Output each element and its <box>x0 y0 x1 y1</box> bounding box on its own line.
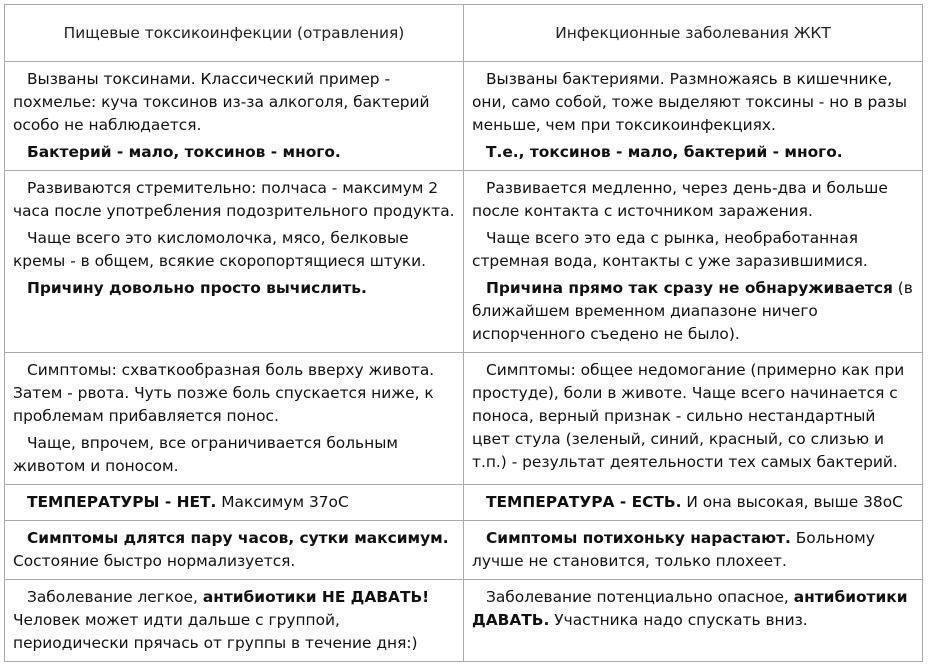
paragraph: Симптомы потихоньку нарастают. Больному лучше не становится, только плохеет. <box>472 529 875 570</box>
paragraph: Вызваны токсинами. Классический пример - похмелье: куча токсинов из-за алкоголя, бактерий особо не наблюдается. <box>13 70 430 134</box>
cell-left <box>5 353 464 485</box>
cell-right <box>464 485 923 521</box>
cell-left <box>5 485 464 521</box>
paragraph: Заболевание потенциально опасное, антибиотики ДАВАТЬ. Участника надо спускать вниз. <box>472 588 908 629</box>
cell-left <box>5 171 464 353</box>
paragraph: Симптомы: общее недомогание (примерно как при простуде), боли в животе. Чаще всего начинается с поноса, верный признак - сильно нестандартный цвет стула (зеленый, синий, красный, со слизью и т.п.) - результат деятельности тех самых бактерий. <box>472 361 905 471</box>
paragraph: Бактерий - мало, токсинов - много. <box>27 143 341 161</box>
header-row <box>5 5 923 62</box>
paragraph: ТЕМПЕРАТУРЫ - НЕТ. Максимум 37оС <box>27 493 349 511</box>
cell-right <box>464 62 923 171</box>
paragraph: Причину довольно просто вычислить. <box>27 279 367 297</box>
cell-left <box>5 62 464 171</box>
cell-right <box>464 353 923 485</box>
paragraph: Т.е., токсинов - мало, бактерий - много. <box>486 143 843 161</box>
paragraph: Чаще всего это еда с рынка, необработанная стремная вода, контакты с уже заразившимися. <box>472 229 868 270</box>
header-left: Пищевые токсикоинфекции (отравления) <box>5 5 464 62</box>
paragraph: Симптомы: схваткообразная боль вверху живота. Затем - рвота. Чуть позже боль спускается ниже, к проблемам прибавляется понос. <box>13 361 435 425</box>
paragraph: Симптомы длятся пару часов, сутки максимум. Состояние быстро нормализуется. <box>13 529 449 570</box>
table-row <box>5 353 923 485</box>
cell-right <box>464 580 923 662</box>
table-row <box>5 580 923 662</box>
paragraph: Развивается медленно, через день-два и больше после контакта с источником заражения. <box>472 179 888 220</box>
paragraph: Чаще, впрочем, все ограничивается больным животом и поносом. <box>13 434 398 475</box>
cell-right <box>464 171 923 353</box>
header-right: Инфекционные заболевания ЖКТ <box>464 5 923 62</box>
comparison-table <box>4 4 923 662</box>
paragraph: Чаще всего это кисломолочка, мясо, белковые кремы - в общем, всякие скоропортящиеся штуки. <box>13 229 427 270</box>
table-row <box>5 485 923 521</box>
paragraph: ТЕМПЕРАТУРА - ЕСТЬ. И она высокая, выше 38оС <box>486 493 903 511</box>
cell-right <box>464 521 923 580</box>
paragraph: Причина прямо так сразу не обнаруживается (в ближайшем временном диапазоне ничего испорченного съедено не было). <box>472 279 913 343</box>
paragraph: Развиваются стремительно: полчаса - максимум 2 часа после употребления подозрительного продукта. <box>13 179 455 220</box>
paragraph: Вызваны бактериями. Размножаясь в кишечнике, они, само собой, тоже выделяют токсины - но в разы меньше, чем при токсикоинфекциях. <box>472 70 908 134</box>
cell-left <box>5 521 464 580</box>
cell-left <box>5 580 464 662</box>
table-row <box>5 62 923 171</box>
table-row <box>5 521 923 580</box>
table-row <box>5 171 923 353</box>
paragraph: Заболевание легкое, антибиотики НЕ ДАВАТЬ! Человек может идти дальше с группой, периодически прячась от группы в течение дня:) <box>13 588 430 652</box>
